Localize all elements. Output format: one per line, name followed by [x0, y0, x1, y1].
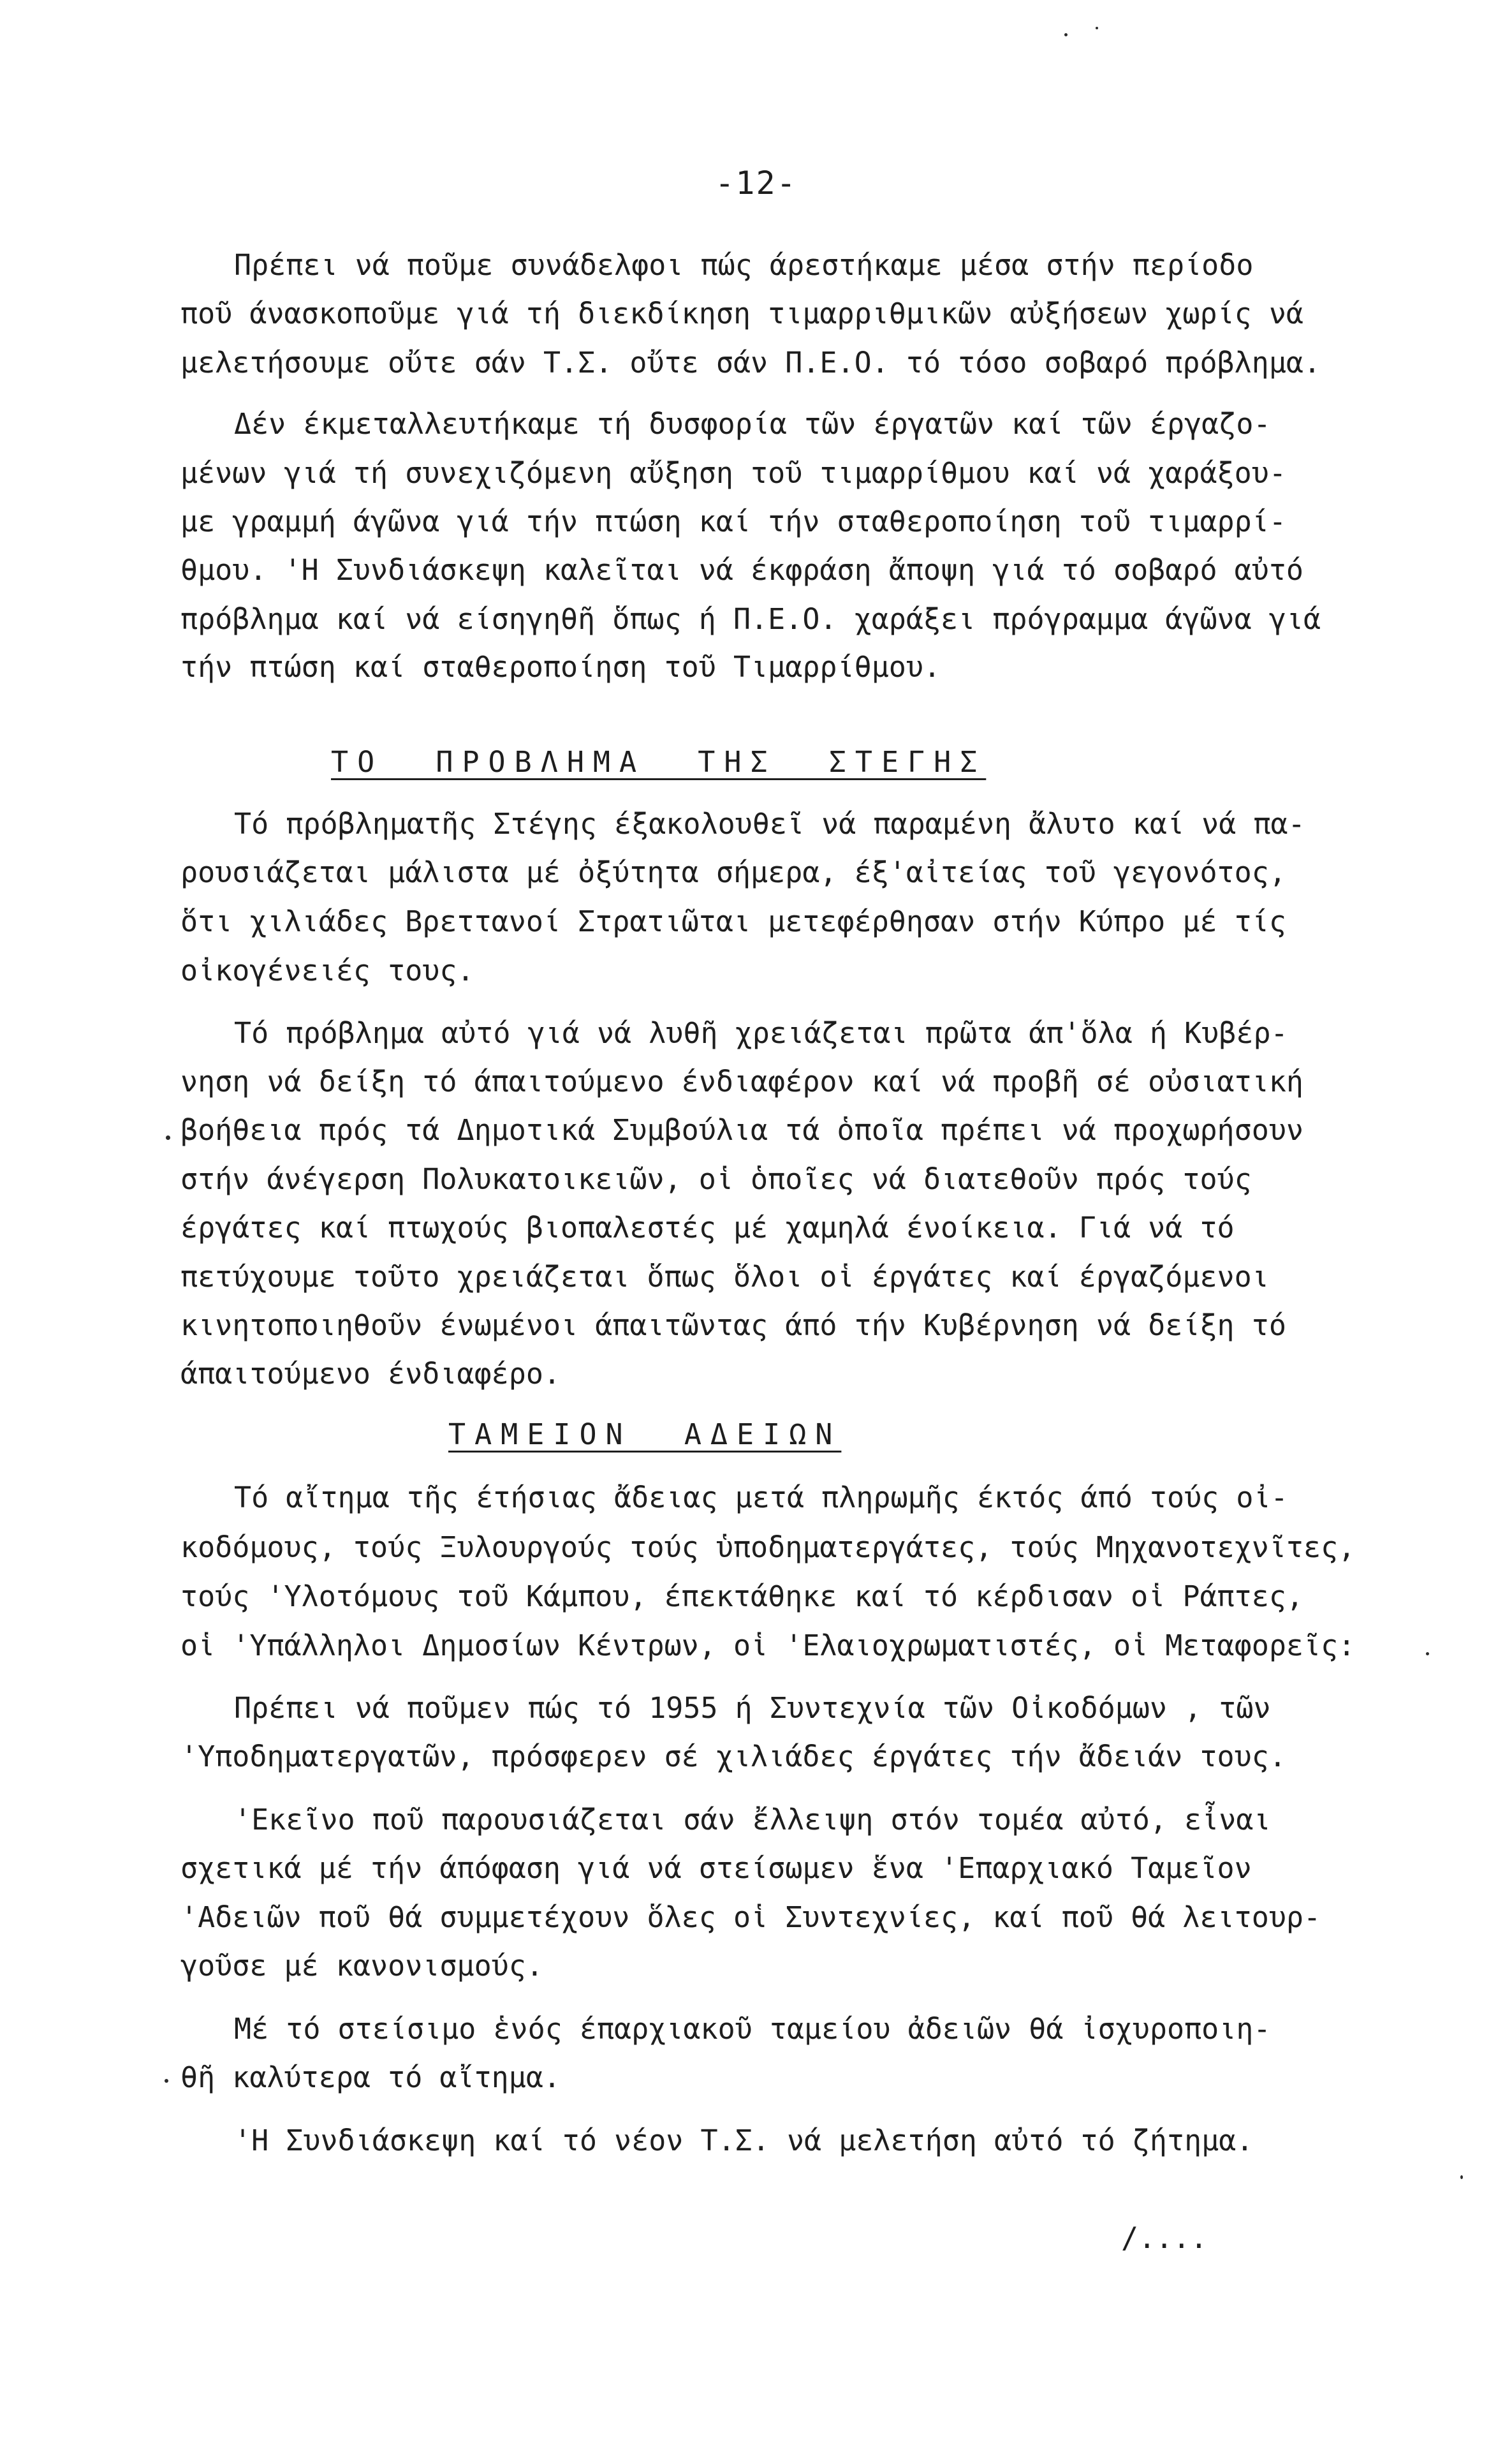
body-line: οἰκογένειές τους. — [180, 954, 474, 987]
body-line: βοήθεια πρός τά Δημοτικά Συμβούλια τά ὁποῖα πρέπει νά προχωρήσουν — [180, 1113, 1303, 1147]
body-line: 'Υποδηματεργατῶν, πρόσφερεν σέ χιλιάδες έργάτες τήν ἄδειάν τους. — [180, 1740, 1286, 1773]
section-heading-housing: ΤΟ ΠΡΟΒΛΗΜΑ ΤΗΣ ΣΤΕΓΗΣ — [331, 745, 987, 779]
body-line: νηση νά δείξη τό άπαιτούμενο ένδιαφέρον καί νά προβῆ σέ οὐσιατική — [180, 1065, 1303, 1098]
body-line: άπαιτούμενο ένδιαφέρο. — [180, 1357, 561, 1391]
body-line: γοῦσε μέ κανονισμούς. — [180, 1949, 543, 1983]
body-line: Πρέπει νά ποῦμεν πώς τό 1955 ή Συντεχνία τῶν Οἰκοδόμων , τῶν — [234, 1691, 1271, 1725]
scan-speck — [1426, 1652, 1429, 1655]
body-line: ποῦ άνασκοποῦμε γιά τή διεκδίκηση τιμαρριθμικῶν αὐξήσεων χωρίς νά — [180, 297, 1303, 330]
body-line: ὅτι χιλιάδες Βρεττανοί Στρατιῶται μετεφέρθησαν στήν Κύπρο μέ τίς — [180, 905, 1286, 938]
body-line: Πρέπει νά ποῦμε συνάδελφοι πώς άρεστήκαμε μέσα στήν περίοδο — [234, 248, 1254, 282]
scan-speck — [165, 2079, 168, 2083]
body-line: κινητοποιηθοῦν ένωμένοι άπαιτῶντας άπό τήν Κυβέρνηση νά δείξη τό — [180, 1308, 1286, 1342]
scan-speck — [1460, 2175, 1463, 2179]
body-line: σχετικά μέ τήν άπόφαση γιά νά στείσωμεν ἕνα 'Επαρχιακό Ταμεῖον — [180, 1851, 1252, 1885]
body-line: Δέν έκμεταλλευτήκαμε τή δυσφορία τῶν έργατῶν καί τῶν έργαζο- — [234, 407, 1271, 441]
body-line: 'Εκεῖνο ποῦ παρουσιάζεται σάν ἔλλειψη στόν τομέα αὐτό, εἶναι — [234, 1803, 1271, 1837]
body-line: Τό πρόβληματῆς Στέγης έξακολουθεῖ νά παραμένη ἄλυτο καί νά πα- — [234, 807, 1305, 841]
body-line: Τό πρόβλημα αὐτό γιά νά λυθῆ χρειάζεται πρῶτα άπ'ὅλα ή Κυβέρ- — [234, 1016, 1288, 1050]
body-line: κοδόμους, τούς Ξυλουργούς τούς ὑποδηματεργάτες, τούς Μηχανοτεχνῖτες, — [180, 1530, 1356, 1564]
body-line: πρόβλημα καί νά είσηγηθῆ ὅπως ή Π.Ε.Ο. χαράξει πρόγραμμα άγῶνα γιά — [180, 602, 1321, 636]
section-heading-leave-fund: ΤΑΜΕΙΟΝ ΑΔΕΙΩΝ — [448, 1417, 842, 1451]
continuation-mark: /.... — [1121, 2221, 1208, 2255]
body-line: στήν άνέγερση Πολυκατοικειῶν, οἱ ὁποῖες νά διατεθοῦν πρός τούς — [180, 1162, 1252, 1196]
page-number: -12- — [715, 165, 797, 202]
body-line: τούς 'Υλοτόμους τοῦ Κάμπου, έπεκτάθηκε καί τό κέρδισαν οἱ Ράπτες, — [180, 1579, 1303, 1613]
scan-speck — [166, 1135, 170, 1140]
body-line: 'Η Συνδιάσκεψη καί τό νέον Τ.Σ. νά μελετήση αὐτό τό ζήτημα. — [234, 2124, 1254, 2157]
body-line: έργάτες καί πτωχούς βιοπαλεστές μέ χαμηλά ένοίκεια. Γιά νά τό — [180, 1211, 1235, 1245]
body-line: πετύχουμε τοῦτο χρειάζεται ὅπως ὅλοι οἱ έργάτες καί έργαζόμενοι — [180, 1260, 1269, 1294]
body-line: Μέ τό στείσιμο ἑνός έπαρχιακοῦ ταμείου ἀδειῶν θά ἰσχυροποιη- — [234, 2012, 1271, 2046]
scan-speck — [1064, 33, 1068, 36]
body-line: θῆ καλύτερα τό αἴτημα. — [180, 2060, 561, 2094]
body-line: μελετήσουμε οὔτε σάν Τ.Σ. οὔτε σάν Π.Ε.Ο. τό τόσο σοβαρό πρόβλημα. — [180, 346, 1321, 380]
body-line: Τό αἴτημα τῆς έτήσιας ἄδειας μετά πληρωμῆς έκτός άπό τούς οἰ- — [234, 1481, 1288, 1514]
body-line: μένων γιά τή συνεχιζόμενη αὔξηση τοῦ τιμαρρίθμου καί νά χαράξου- — [180, 456, 1286, 490]
body-line: οἱ 'Υπάλληλοι Δημοσίων Κέντρων, οἱ 'Ελαιοχρωματιστές, οἱ Μεταφορεῖς: — [180, 1629, 1356, 1662]
body-line: ρουσιάζεται μάλιστα μέ ὀξύτητα σήμερα, έξ'αἰτείας τοῦ γεγονότος, — [180, 855, 1286, 889]
body-line: 'Αδειῶν ποῦ θά συμμετέχουν ὅλες οἱ Συντεχνίες, καί ποῦ θά λειτουρ- — [180, 1900, 1321, 1934]
body-line: θμου. 'Η Συνδιάσκεψη καλεῖται νά έκφράση ἄποψη γιά τό σοβαρό αὐτό — [180, 553, 1303, 587]
body-line: τήν πτώση καί σταθεροποίηση τοῦ Τιμαρρίθμου. — [180, 650, 941, 684]
body-line: με γραμμή άγῶνα γιά τήν πτώση καί τήν σταθεροποίηση τοῦ τιμαρρί- — [180, 505, 1286, 538]
scan-speck — [1096, 27, 1098, 29]
